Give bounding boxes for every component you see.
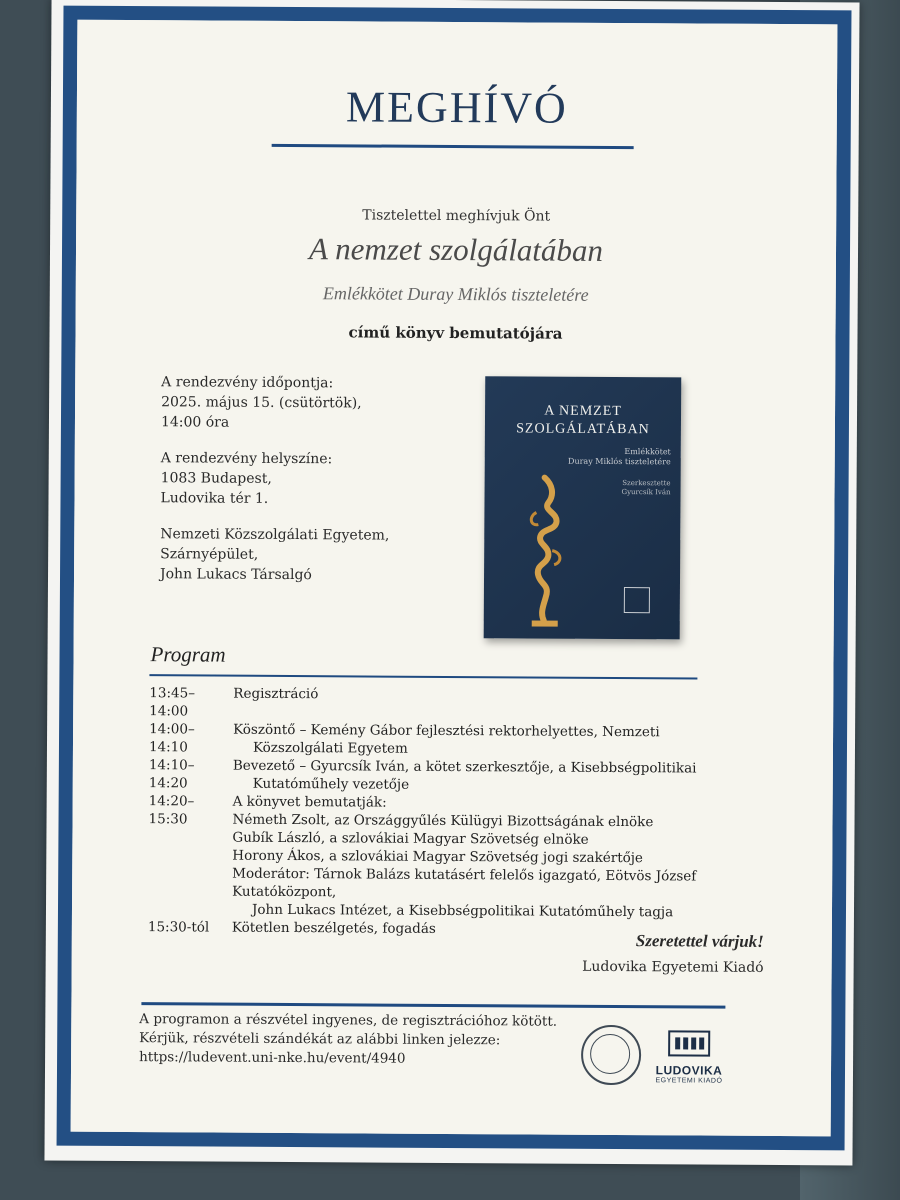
schedule-row — [149, 720, 703, 759]
program-divider — [149, 674, 697, 679]
university-seal-icon — [581, 1025, 641, 1085]
date-label: A rendezvény időpontja: — [161, 374, 334, 392]
schedule-description — [233, 685, 703, 724]
cover-subtitle-line: Duray Miklós tiszteletére — [568, 456, 671, 467]
time-value: 14:00 óra — [160, 414, 230, 431]
intro-text: Tisztelettel meghívjuk Önt — [362, 207, 551, 225]
publisher-name: Ludovika Egyetemi Kiadó — [582, 958, 764, 976]
invitation-sheet — [44, 0, 859, 1165]
cover-subtitle-line: Emlékkötet — [624, 447, 671, 457]
ludovika-logo — [654, 1027, 724, 1084]
book-subtitle: Emlékkötet Duray Miklós tiszteletére — [322, 283, 589, 305]
venue-label: A rendezvény helyszíne: — [160, 450, 333, 468]
blue-border-frame — [57, 6, 852, 1151]
schedule-line: John Lukacs Intézet, a Kisebbségpolitikai Kutatóműhely tagja — [251, 901, 674, 921]
schedule-line: Közszolgálati Egyetem — [252, 739, 408, 757]
schedule-description — [232, 793, 703, 922]
page-title: MEGHÍVÓ — [345, 82, 568, 133]
address-line: 1083 Budapest, — [160, 470, 272, 487]
schedule-row — [148, 792, 703, 921]
schedule-time: 14:20–15:30 — [148, 793, 195, 828]
footer-divider — [141, 1002, 725, 1009]
schedule-row — [149, 684, 703, 723]
program-heading: Program — [150, 642, 226, 667]
event-venue-block — [160, 448, 389, 509]
schedule-line: Moderátor: Tárnok Balázs kutatásért felelős igazgató, Eötvös József Kutatóközpont, — [232, 865, 697, 901]
schedule-time: 14:10–14:20 — [148, 757, 195, 792]
schedule-description — [232, 919, 702, 940]
seal-inner-ring — [590, 1034, 630, 1074]
registration-line: Kérjük, részvételi szándékát az alábbi linken jelezze: — [139, 1030, 501, 1049]
cover-title — [485, 402, 681, 439]
registration-note — [139, 1010, 557, 1070]
schedule-time: 14:00–14:10 — [148, 721, 195, 756]
cover-subtitle — [531, 446, 671, 467]
closing-greeting: Szeretettel várjuk! — [635, 931, 764, 951]
title-divider — [272, 144, 634, 149]
schedule-line: Kötetlen beszélgetés, fogadás — [231, 919, 436, 937]
book-cover-image — [484, 376, 682, 639]
cover-title-line: SZOLGÁLATÁBAN — [516, 421, 650, 438]
book-title: A nemzet szolgálatában — [308, 231, 604, 268]
registration-link[interactable]: https://ludevent.uni-nke.hu/event/4940 — [139, 1049, 406, 1067]
date-value: 2025. május 15. (csütörtök), — [161, 394, 362, 412]
building-line: John Lukacs Társalgó — [159, 566, 312, 584]
schedule-description — [233, 757, 703, 796]
schedule-row — [148, 918, 702, 939]
address-line: Ludovika tér 1. — [160, 490, 269, 507]
cover-publisher-logo — [624, 587, 650, 613]
schedule-time: 13:45–14:00 — [149, 685, 196, 720]
schedule-description — [233, 721, 703, 760]
building-line: Nemzeti Közszolgálati Egyetem, — [160, 526, 390, 544]
event-purpose: című könyv bemutatójára — [348, 323, 563, 343]
schedule-time: 15:30-tól — [147, 919, 210, 936]
schedule-line: Gubík László, a szlovákiai Magyar Szövetség elnöke — [232, 829, 589, 848]
schedule-line: Bevezető – Gyurcsík Iván, a kötet szerkesztője, a Kisebbségpolitikai — [232, 757, 697, 777]
invitation-content — [71, 20, 838, 1137]
event-building-block — [160, 524, 389, 585]
schedule-line: Regisztráció — [233, 685, 319, 703]
registration-line: A programon a részvétel ingyenes, de regisztrációhoz kötött. — [139, 1011, 558, 1030]
schedule-line: A könyvet bemutatják: — [232, 793, 387, 811]
logo-subtitle: EGYETEMI KIADÓ — [655, 1077, 723, 1085]
sculpture-illustration — [514, 472, 575, 632]
schedule-line: Kutatóműhely vezetője — [252, 775, 410, 793]
schedule-line: Horony Ákos, a szlovákiai Magyar Szövetség jogi szakértője — [232, 847, 644, 867]
event-date-block — [161, 372, 390, 433]
cover-editor-name: Gyurcsík Iván — [621, 488, 671, 497]
cover-editor-label: Szerkesztette — [622, 479, 671, 488]
logo-name: LUDOVIKA — [655, 1063, 723, 1078]
program-schedule — [148, 684, 704, 939]
schedule-row — [149, 756, 703, 795]
schedule-line: Köszöntő – Kemény Gábor fejlesztési rektorhelyettes, Nemzeti — [233, 721, 660, 741]
building-line: Szárnyépület, — [160, 546, 259, 563]
building-icon — [667, 1027, 711, 1057]
event-details — [160, 372, 390, 601]
cover-title-line: A NEMZET — [544, 403, 622, 420]
schedule-line: Németh Zsolt, az Országgyűlés Külügyi Bizottságának elnöke — [232, 811, 654, 831]
